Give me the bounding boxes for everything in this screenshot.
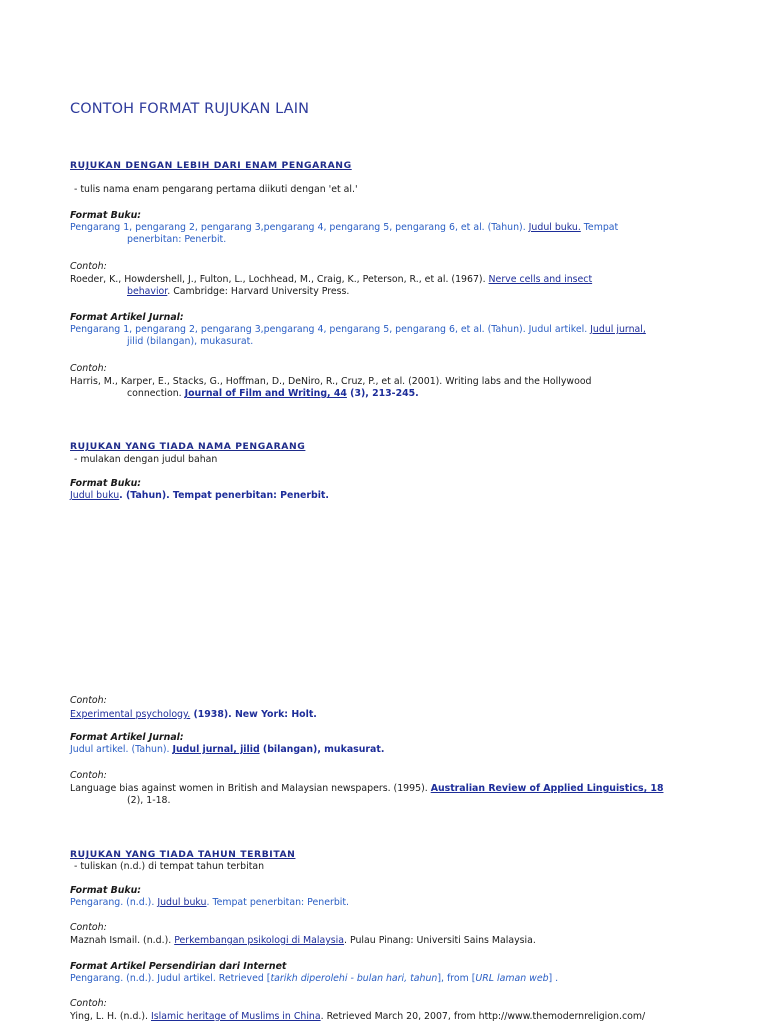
journal-title-link[interactable]: Journal of Film and Writing, 44 [184,388,347,399]
section-heading-no-year: RUJUKAN YANG TIADA TAHUN TERBITAN [70,849,296,860]
title-link[interactable]: Judul buku. [528,222,581,233]
section-note: - tuliskan (n.d.) di tempat tahun terbitan [74,861,265,872]
example-label: Contoh: [70,261,107,272]
article-title-link[interactable]: Islamic heritage of Muslims in China [151,1011,321,1022]
section-heading-more-than-six-authors: RUJUKAN DENGAN LEBIH DARI ENAM PENGARANG [70,160,352,171]
format-book-label: Format Buku: [70,478,142,489]
format-book-label: Format Buku: [70,885,142,896]
section-heading-no-author: RUJUKAN YANG TIADA NAMA PENGARANG [70,441,306,452]
format-book-entry: Judul buku. (Tahun). Tempat penerbitan: Penerbit. [70,490,329,501]
example-entry: Ying, L. H. (n.d.). Islamic heritage of Muslims in China. Retrieved March 20, 2007, from http://www.themodernreligion.com/ [70,1011,646,1022]
example-entry: Experimental psychology. (1938). New York: Holt. [70,709,317,720]
section-note: - tulis nama enam pengarang pertama diikuti dengan 'et al.' [74,184,358,195]
example-label: Contoh: [70,770,107,781]
format-journal-entry: Judul artikel. (Tahun). Judul jurnal, jilid (bilangan), mukasurat. [70,744,385,755]
format-book-entry: Pengarang. (n.d.). Judul buku. Tempat penerbitan: Penerbit. [70,897,350,908]
example-entry: Harris, M., Karper, E., Stacks, G., Hoffman, D., DeNiro, R., Cruz, P., et al. (2001). Writing labs and the Hollywood connection. Journal of Film and Writing, 44 (3), 213-245. [70,376,592,399]
example-label: Contoh: [70,695,107,706]
book-title-link[interactable]: Nerve cells and insect [488,274,593,285]
page-title: CONTOH FORMAT RUJUKAN LAIN [70,101,310,117]
example-label: Contoh: [70,922,107,933]
title-link[interactable]: Judul buku [70,490,120,501]
format-book-label: Format Buku: [70,210,142,221]
journal-title-link[interactable]: Australian Review of Applied Linguistics, 18 [430,783,664,794]
journal-link[interactable]: Judul jurnal, jilid [172,744,260,755]
section-note: - mulakan dengan judul bahan [74,454,218,465]
journal-link[interactable]: Judul jurnal, [590,324,646,335]
example-entry: Roeder, K., Howdershell, J., Fulton, L., Lochhead, M., Craig, K., Peterson, R., et al. (1967). Nerve cells and insect behavior. Cambridge: Harvard University Press. [70,274,593,297]
format-journal-label: Format Artikel Jurnal: [70,312,184,323]
example-entry: Language bias against women in British and Malaysian newspapers. (1995). Australian Review of Applied Linguistics, 18 (2), 1-18. [70,783,664,806]
format-internet-label: Format Artikel Persendirian dari Internet [70,961,287,972]
example-label: Contoh: [70,363,107,374]
format-book-entry: Pengarang 1, pengarang 2, pengarang 3,pengarang 4, pengarang 5, pengarang 6, et al. (Tahun). Judul buku. Tempat penerbitan: Penerbit. [70,222,619,245]
book-title-link[interactable]: Experimental psychology. [70,709,191,720]
example-label: Contoh: [70,998,107,1009]
format-journal-entry: Pengarang 1, pengarang 2, pengarang 3,pengarang 4, pengarang 5, pengarang 6, et al. (Tahun). Judul artikel. Judul jurnal, jilid (bilangan), mukasurat. [70,324,646,347]
format-internet-entry: Pengarang. (n.d.). Judul artikel. Retrieved [tarikh diperolehi - bulan hari, tahun], from [URL laman web] . [70,973,559,984]
format-journal-label: Format Artikel Jurnal: [70,732,184,743]
title-link[interactable]: Judul buku [157,897,207,908]
book-title-link[interactable]: Perkembangan psikologi di Malaysia [174,935,345,946]
example-entry: Maznah Ismail. (n.d.). Perkembangan psikologi di Malaysia. Pulau Pinang: Universiti Sains Malaysia. [70,935,536,946]
book-title-link-cont[interactable]: behavior [127,286,168,297]
